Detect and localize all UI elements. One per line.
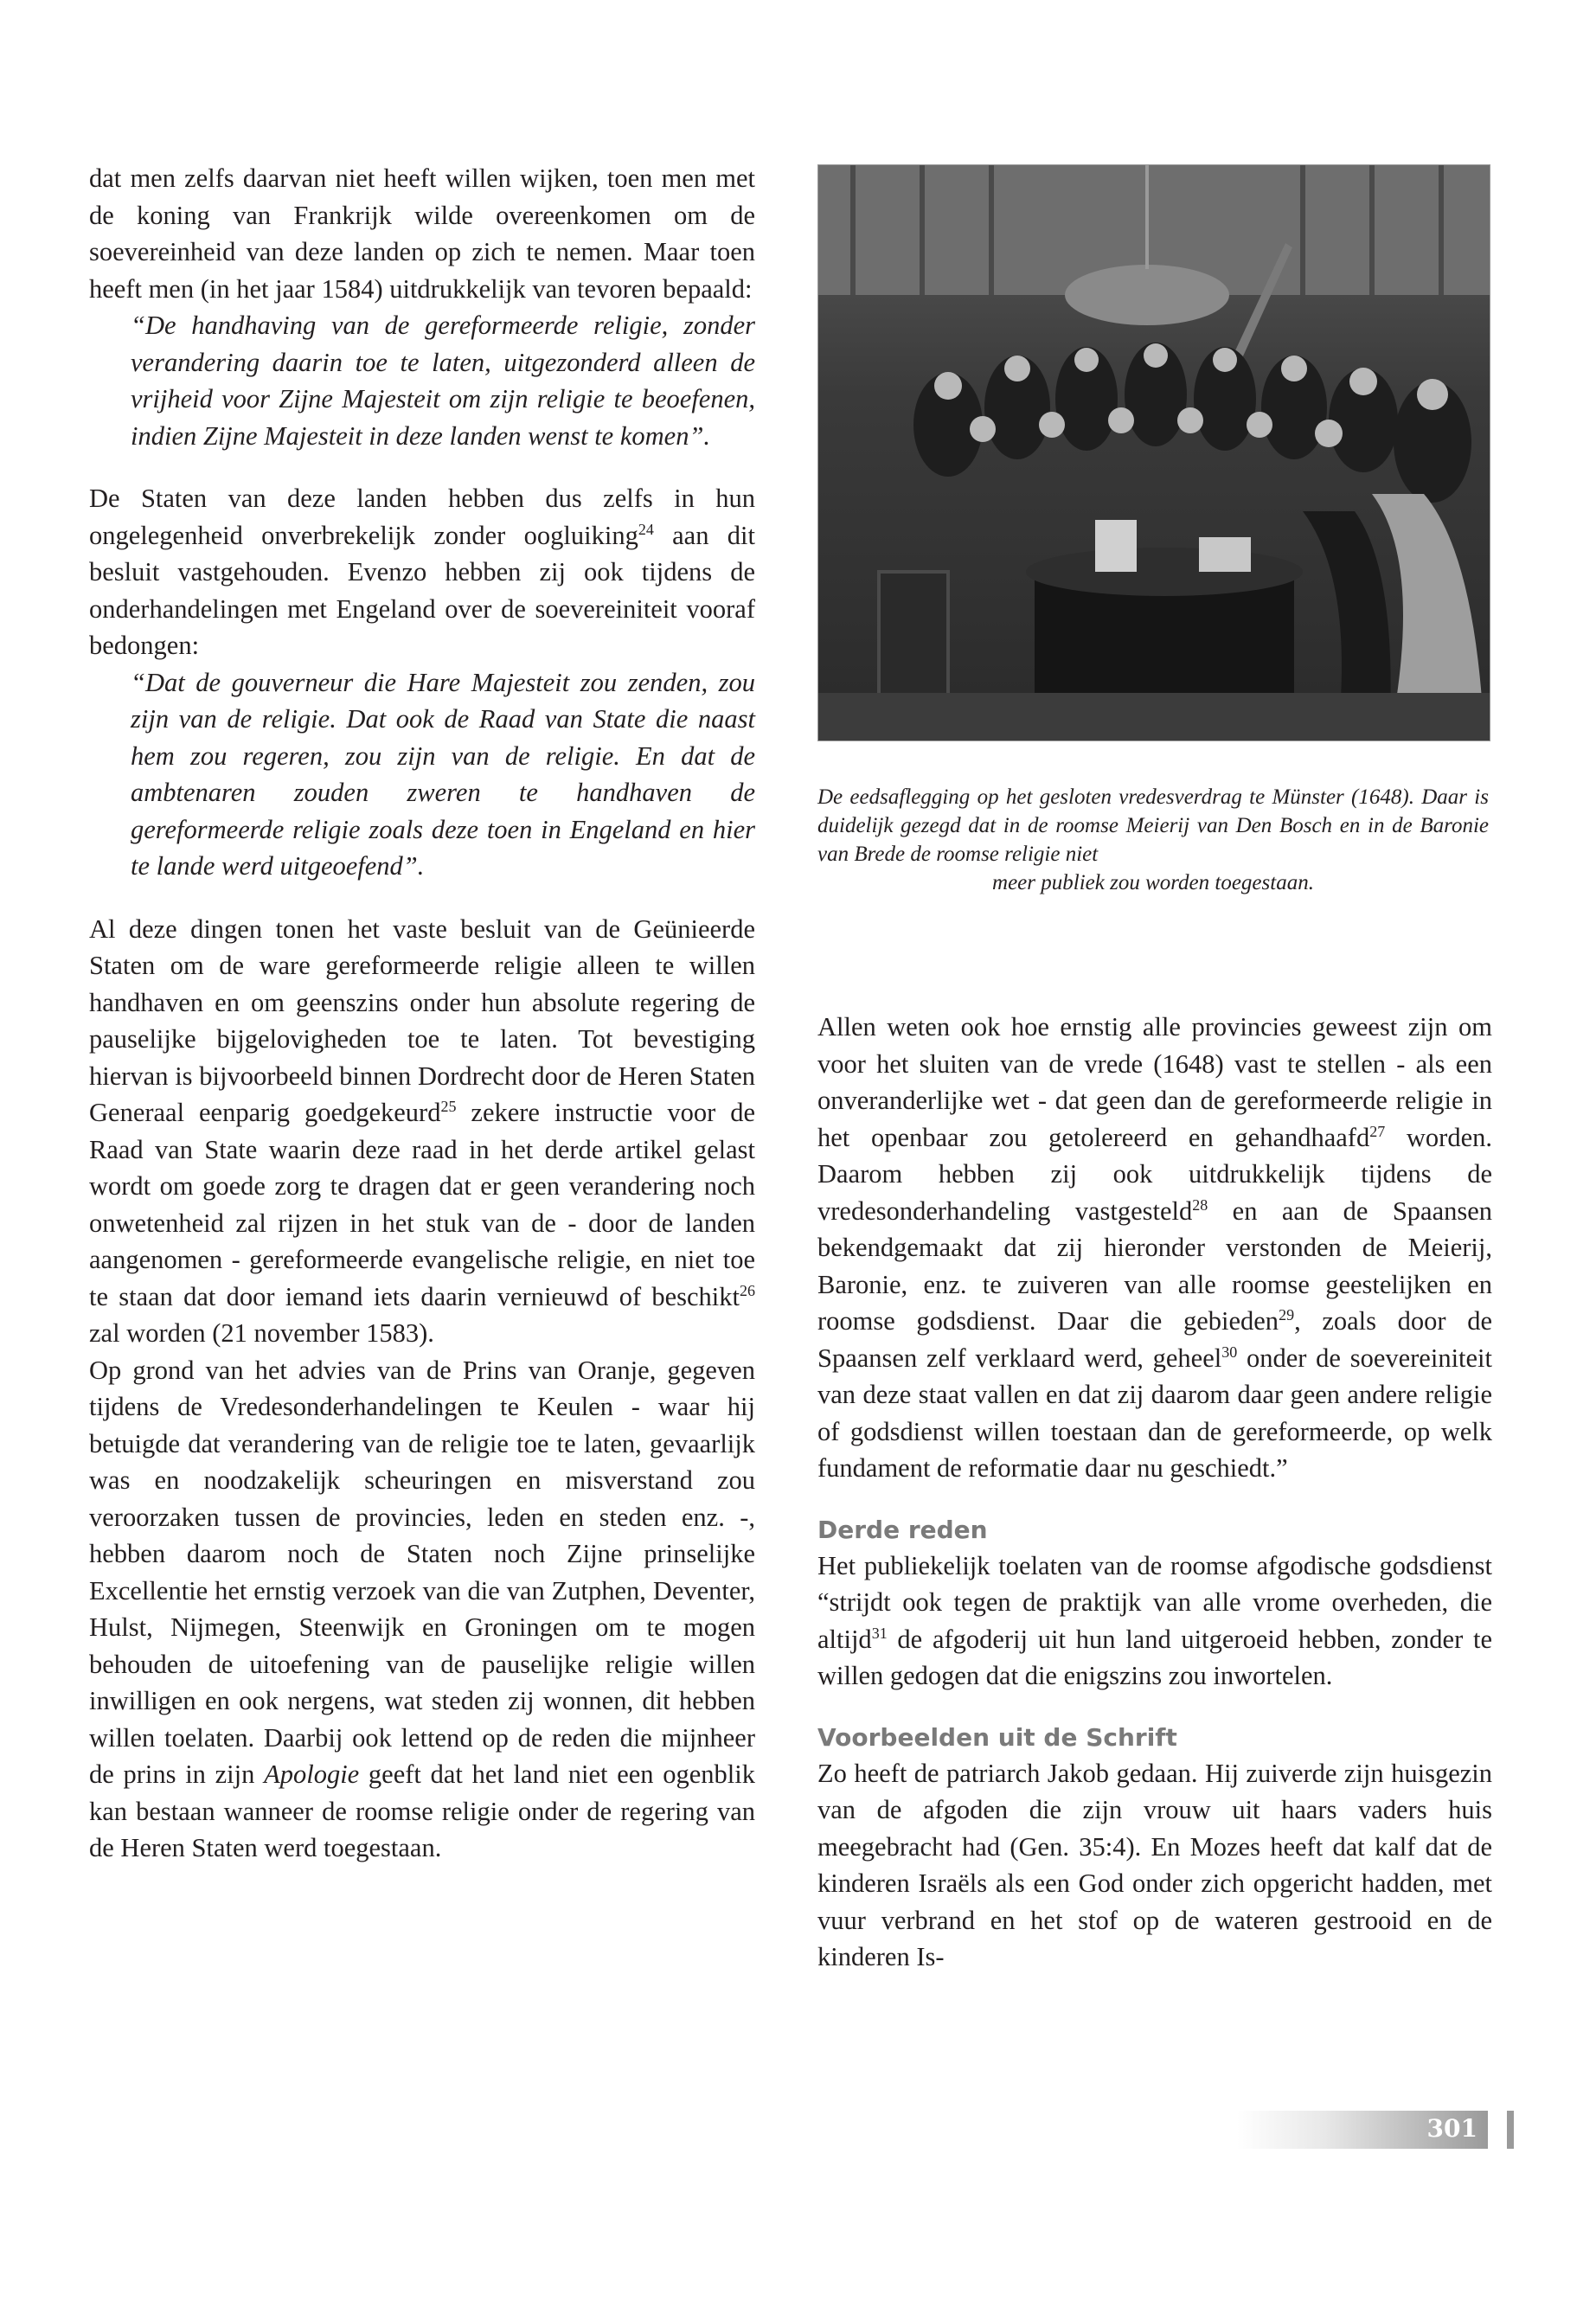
emphasis: Apologie [264,1759,360,1789]
footnote-ref: 24 [638,520,654,538]
paragraph [89,480,755,664]
paragraph: dat men zelfs daarvan niet heeft willen wijken, toen men met de koning van Frankrijk wilde overeenkomen om de soevereinheid van deze landen op zich te nemen. Maar toen heeft men (in het jaar 1584) uitdrukkelijk van tevoren bepaald: [89,163,755,304]
text-run: onder de soevereiniteit van deze staat vallen en dat zij daarom daar geen andere religie of godsdienst willen toestaan dan de gereformeerde, op welk fundament de reformatie daar nu geschiedt.” [817,1343,1493,1483]
text-run: aan dit besluit vastgehouden. Evenzo hebben zij ook tijdens de onderhandelingen met Engeland over de soevereiniteit vooraf bedongen: [89,520,755,660]
paragraph [89,911,755,1352]
text-run: Al deze dingen tonen het vaste besluit van de Geünieerde Staten om de ware gereformeerde religie alleen te willen handhaven en om geenszins onder hun absolute regering de pauselijke bijgelovigheden toe te laten. Tot bevestiging hiervan is bijvoorbeeld binnen Dordrecht door de Heren Staten Generaal eenparig goedgekeurd [89,913,755,1127]
paragraph [817,1009,1492,1487]
block-quote: “Dat de gouverneur die Hare Majesteit zou zenden, zou zijn van de religie. Dat ook de Raad van State die naast hem zou regeren, zou zijn van de religie. En dat de ambtenaren zouden zweren te handhaven de gereformeerde religie zoals deze toen in Engeland en hier te lande werd uitgeoefend”. [131,667,755,881]
text-run: zekere instructie voor de Raad van State waarin deze raad in het derde artikel gelast wordt om goede zorg te dragen dat er geen verandering noch onwetenheid zal rijzen in het stuk van de - door de landen aangenomen - gereformeerde evangelische religie, en niet toe te staan dat door iemand iets daarin vernieuwd of beschikt [89,1098,755,1311]
section-heading: Derde reden [817,1515,988,1544]
page-marker [1507,2111,1514,2149]
right-column [817,1009,1492,1976]
text-run: De Staten van deze landen hebben dus zelfs in hun ongelegenheid onverbrekelijk zonder oogluiking [89,484,755,550]
footnote-ref: 25 [440,1097,457,1115]
footnote-ref: 27 [1369,1122,1386,1140]
historical-painting-image [817,164,1490,741]
caption-text: meer publiek zou worden toegestaan. [992,871,1314,894]
footnote-ref: 29 [1279,1305,1295,1324]
section-heading: Voorbeelden uit de Schrift [817,1722,1177,1752]
text-run: worden. Daarom hebben zij ook uitdrukkelijk tijdens de vredesonderhandeling vastgesteld [817,1122,1492,1226]
text-run: zal worden (21 november 1583). [89,1318,434,1348]
text-run: Het publiekelijk toelaten van de roomse afgodische godsdienst “strijdt ook tegen de praktijk van alle vrome overheden, die altijd [817,1550,1492,1654]
text-run: en aan de Spaansen bekendgemaakt dat zij hieronder verstonden de Meierij, Baronie, enz. te zuiveren van alle roomse geestelijken en roomse godsdienst. Daar die gebieden [817,1195,1493,1336]
left-column [89,160,755,1867]
text-run: de afgoderij uit hun land uitgeroeid hebben, zonder te willen gedogen dat die enigszins zou inwortelen. [817,1624,1492,1690]
caption-text: De eedsaflegging op het gesloten vredesverdrag te Münster (1648). Daar is duidelijk gezegd dat in de roomse Meierij van Den Bosch en in de Baronie van Brede de roomse religie niet [817,785,1489,866]
text-run: Allen weten ook hoe ernstig alle provincies geweest zijn om voor het sluiten van de vrede (1648) vast te stellen - als een onveranderlijke wet - dat geen dan de gereformeerde religie in het openbaar zou getolereerd en gehandhaafd [817,1012,1492,1152]
text-run: geeft dat het land niet een ogenblik kan bestaan wanneer de roomse religie onder de regering van de Heren Staten werd toegestaan. [89,1759,755,1862]
block-quote: “De handhaving van de gereformeerde religie, zonder verandering daarin toe te laten, uitgezonderd alleen de vrijheid voor Zijne Majesteit om zijn religie te beoefenen, indien Zijne Majesteit in deze landen wenst te komen”. [131,311,755,451]
text-run: , zoals door de Spaansen zelf verklaard werd, geheel [817,1306,1492,1373]
paragraph [817,1548,1492,1695]
paragraph [89,1352,755,1867]
text-run: Op grond van het advies van de Prins van Oranje, gegeven tijdens de Vredesonderhandelingen te Keulen - waar hij betuigde dat verandering van de religie toe te laten, gevaarlijk was en noodzakelijk scheuringen en misverstand zou veroorzaken tussen de provincies, leden en steden enz. -, hebben daarom noch de Staten noch Zijne prinselijke Excellentie het ernstig verzoek van die van Zutphen, Deventer, Hulst, Nijmegen, Steenwijk en Groningen om te mogen behouden de uitoefening van de pauselijke religie willen inwilligen en ook nergens, wat steden zij wonnen, dit hebben willen toelaten. Daarbij ook lettend op de reden die mijnheer de prins in zijn [89,1355,755,1789]
footnote-ref: 28 [1192,1195,1208,1214]
paragraph: Zo heeft de patriarch Jakob gedaan. Hij zuiverde zijn huisgezin van de afgoden die zijn vrouw uit haars vaders huis meegebracht had (Gen. 35:4). En Mozes heeft dat kalf dat de kinderen Israëls als een God onder zich opgericht hadden, met vuur verbrand en het stof op de wateren gestrooid en de kinderen Is- [817,1758,1492,1971]
footnote-ref: 30 [1221,1343,1238,1361]
page-number-bar [1237,2111,1488,2149]
footnote-ref: 31 [871,1624,888,1642]
page-number: 301 [1426,2114,1477,2143]
figure-caption [817,783,1489,897]
footnote-ref: 26 [740,1281,755,1299]
